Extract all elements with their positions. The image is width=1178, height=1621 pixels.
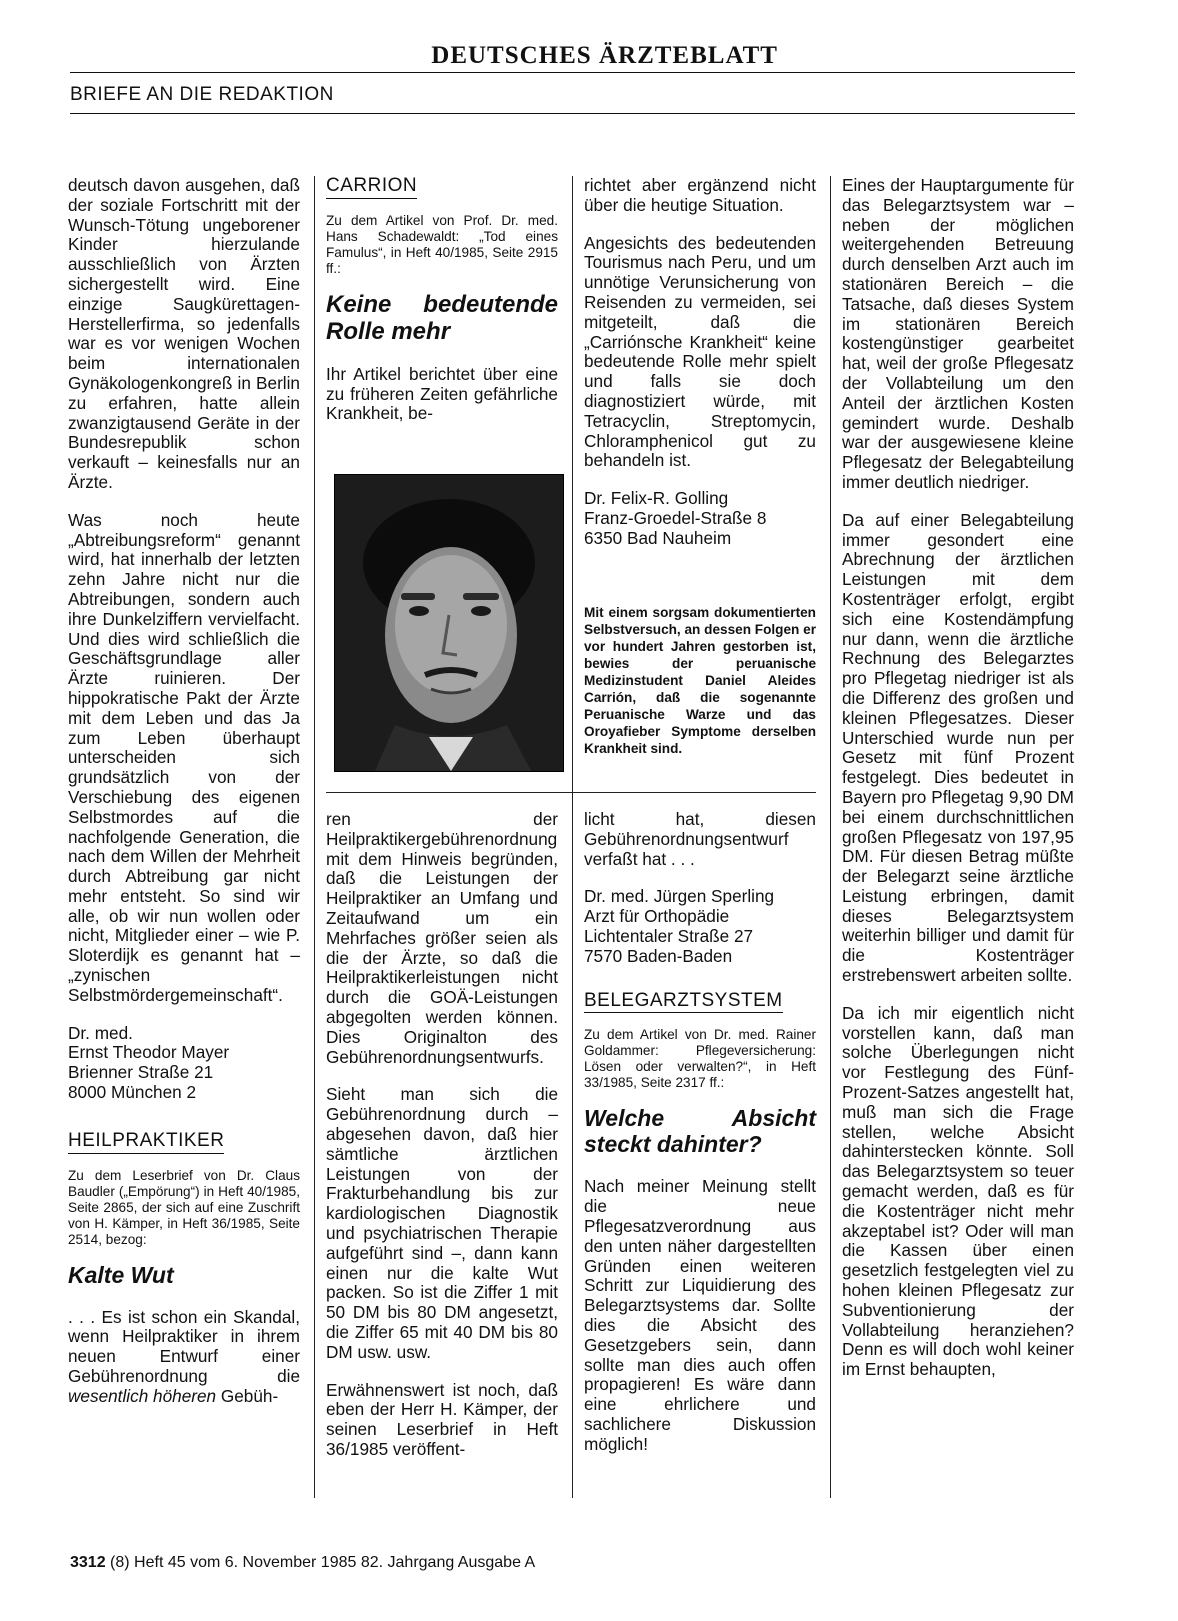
author-signature (584, 489, 816, 548)
column-2-lower (326, 810, 558, 1460)
header-rule (70, 113, 1075, 114)
masthead-rule (70, 72, 1075, 73)
signature-line: Dr. med. Jürgen Sperling (584, 886, 775, 907)
author-signature (584, 887, 816, 966)
paragraph: . . . Es ist schon ein Skandal, wenn Heilpraktiker in ihrem neuen Entwurf einer Gebührenordnung die wesentlich höheren Gebüh- (68, 1306, 300, 1406)
paragraph: deutsch davon ausgehen, daß der soziale Fortschritt mit der Wunsch-Tötung ungeborener Kinder hierzulande ausschließlich von Ärzten sichergestellt wird. Eine einzige Saugkürettagen-Herstellerfirma, so jedenfalls war es vor wenigen Wochen beim internationalen Gynäkologenkongreß in Berlin zu erfahren, hatte allein zwanzigtausend Geräte in der Bundesrepublik schon verkauft – keinesfalls nur an Ärzte. (68, 175, 300, 492)
column-3 (584, 176, 816, 567)
masthead: DEUTSCHES ÄRZTEBLATT (431, 42, 778, 69)
paragraph: Ihr Artikel berichtet über eine zu früheren Zeiten gefährliche Krankheit, be- (326, 363, 558, 424)
signature-line: Dr. Felix-R. Golling (584, 488, 729, 509)
paragraph: licht hat, diesen Gebührenordnungsentwurf verfaßt hat . . . (584, 809, 816, 869)
issue-info: (8) Heft 45 vom 6. November 1985 82. Jahrgang Ausgabe A (110, 1554, 536, 1571)
emphasis: wesentlich höheren (68, 1385, 217, 1406)
column-3-lower (584, 810, 816, 1455)
signature-line: Ernst Theodor Mayer (68, 1042, 230, 1063)
column-divider (830, 176, 831, 1498)
page-footer (70, 1554, 535, 1572)
paragraph: richtet aber ergänzend nicht über die heutige Situation. (584, 175, 816, 215)
column-1 (68, 176, 300, 1407)
signature-line: 8000 München 2 (68, 1082, 197, 1103)
letter-headline: Welche Absicht steckt dahinter? (584, 1105, 816, 1158)
signature-line: Dr. med. (68, 1022, 133, 1043)
signature-line: Arzt für Orthopädie (584, 906, 730, 927)
column-divider (572, 176, 573, 1498)
paragraph: Da ich mir eigentlich nicht vorstellen kann, daß man solche Überlegungen nicht vor Festlegung des Fünf-Prozent-Satzes angestellt hat, muß man sich die Frage stellen, welche Absicht dahinterstecken könnte. Soll das Belegarztsystem so teuer gemacht werden, daß es für die Kostenträger nicht mehr akzeptabel ist? Oder will man die Kassen über einen gesetzlich festgelegten viel zu hohen kleinen Pflegesatz zur Subventionierung der Vollabteilung heranziehen? Denn es will doch wohl keiner im Ernst behaupten, (842, 1002, 1074, 1380)
section-kicker: BELEGARZTSYSTEM (584, 991, 783, 1014)
column-divider (314, 176, 315, 1498)
page-number: 3312 (70, 1554, 106, 1571)
paragraph: Eines der Hauptargumente für das Belegarztsystem war – neben der möglichen weitergehenden Betreuung durch denselben Arzt auch im stationären Bereich – die Tatsache, daß dieses System im stationären Bereich kostengünstiger gearbeitet hat, weil der große Pflegesatz der Vollabteilung um den Anteil der ärztlichen Kosten gemindert wurde. Deshalb war der ausgewiesene kleine Pflegesatz der Belegabteilung immer deutlich niedriger. (842, 175, 1074, 492)
article-divider (326, 792, 816, 793)
paragraph: Erwähnenswert ist noch, daß eben der Herr H. Kämper, der seinen Leserbrief in Heft 36/1985 veröffent- (326, 1379, 558, 1459)
section-kicker: CARRION (326, 176, 417, 199)
paragraph: Da auf einer Belegabteilung immer gesondert eine Abrechnung der ärztlichen Leistungen mit dem Kostenträger erfolgt, ergibt sich eine Kostendämpfung nur dann, wenn die ärztliche Rechnung des Belegarztes pro Pflegetag niedriger ist als die Differenz des großen und kleinen Pflegesatzes. Dieser Unterschied wurde nun per Gesetz mit fünf Prozent festgelegt. Dies bedeutet in Bayern pro Pflegetag 9,90 DM bei einem durchschnittlichen großen Pflegesatz von 197,95 DM. Für diesen Betrag müßte der Belegarzt seine ärztliche Leistung erbringen, damit dieses Belegarztsystem weiterhin billiger und damit für die Kostenträger erstrebenswert arbeiten sollte. (842, 509, 1074, 986)
paragraph: ren der Heilpraktikergebührenordnung mit dem Hinweis begründen, daß die Leistungen der Heilpraktiker an Umfang und Zeitaufwand um ein Mehrfaches größer seien als die der Ärzte, so daß die Heilpraktikerleistungen nicht durch die GOÄ-Leistungen abgegolten werden können. Dies Originalton des Gebührenordnungsentwurfs. (326, 809, 558, 1067)
letter-headline: Kalte Wut (68, 1261, 174, 1288)
signature-line: Franz-Groedel-Straße 8 (584, 507, 767, 528)
article-reference: Zu dem Leserbrief von Dr. Claus Baudler („Empörung“) in Heft 40/1985, Seite 2865, der sich auf eine Zuschrift von H. Kämper, in Heft 36/1985, Seite 2514, bezog: (68, 1167, 300, 1247)
signature-line: Lichtentaler Straße 27 (584, 925, 754, 946)
section-header: BRIEFE AN DIE REDAKTION (70, 84, 334, 105)
section-kicker: HEILPRAKTIKER (68, 1131, 224, 1154)
signature-line: 6350 Bad Nauheim (584, 527, 732, 548)
article-reference: Zu dem Artikel von Prof. Dr. med. Hans Schadewaldt: „Tod eines Famulus“, in Heft 40/1985, Seite 2915 ff.: (326, 212, 558, 276)
signature-line: Brienner Straße 21 (68, 1062, 214, 1083)
paragraph: Angesichts des bedeutenden Tourismus nach Peru, und um unnötige Verunsicherung von Reisenden zu vermeiden, sei mitgeteilt, daß die „Carriónsche Krankheit“ keine bedeutende Rolle mehr spielt und falls sie doch diagnostiziert würde, mit Tetracyclin, Streptomycin, Chloramphenicol gut zu behandeln ist. (584, 232, 816, 471)
letter-headline: Keine bedeutende Rolle mehr (326, 290, 558, 345)
signature-line: 7570 Baden-Baden (584, 945, 733, 966)
photo-caption: Mit einem sorgsam dokumentierten Selbstversuch, an dessen Folgen er vor hundert Jahren gestorben ist, bewies der peruanische Medizinstudent Daniel Aleides Carrión, daß die sogenannte Peruanische Warze und das Oroyafieber Symptome derselben Krankheit sind. (584, 605, 816, 756)
paragraph: Was noch heute „Abtreibungsreform“ genannt wird, hat innerhalb der letzten zehn Jahre nicht nur die Abtreibungen, sondern auch ihre Dunkelziffern vervielfacht. Und dies wird schließlich die Geschäftsgrundlage aller Ärzte ruinieren. Der hippokratische Pakt der Ärzte mit dem Leben und das Ja zum Leben überhaupt unterscheiden sich grundsätzlich von der Verschiebung des eigenen Selbstmordes auf die nachfolgende Generation, die nach dem Willen der Mehrheit durch Abtreibung gar nicht mehr entsteht. So sind wir alle, ob wir nun wollen oder nicht, Mitglieder einer – wie P. Sloterdijk es genannt hat – „zynischen Selbstmördergemeinschaft“. (68, 509, 300, 1005)
paragraph: Nach meiner Meinung stellt die neue Pflegesatzverordnung aus den unten näher dargestellten Gründen einen weiteren Schritt zur Liquidierung des Belegarztsystems dar. Sollte dies die Absicht des Gesetzgebers sein, dann sollte man dies auch offen propagieren! Es wäre dann eine ehrlichere und sachlichere Diskussion möglich! (584, 1176, 816, 1454)
column-2 (326, 176, 558, 442)
paragraph: Sieht man sich die Gebührenordnung durch – abgesehen davon, daß hier sämtliche ärztlichen Leistungen von der Frakturbehandlung bis zur kardiologischen Diagnostik und psychiatrischen Therapie aufgeführt sind –, dann kann einen nur die kalte Wut packen. So ist die Ziffer 1 mit 50 DM bis 80 DM angesetzt, die Ziffer 65 mit 40 DM bis 80 DM usw. usw. (326, 1084, 558, 1362)
column-4 (842, 176, 1074, 1380)
portrait-photo (334, 474, 564, 772)
portrait-image (335, 475, 563, 771)
article-reference: Zu dem Artikel von Dr. med. Rainer Goldammer: Pflegeversicherung: Lösen oder verwalten?“, in Heft 33/1985, Seite 2317 ff.: (584, 1027, 816, 1091)
author-signature (68, 1024, 300, 1103)
